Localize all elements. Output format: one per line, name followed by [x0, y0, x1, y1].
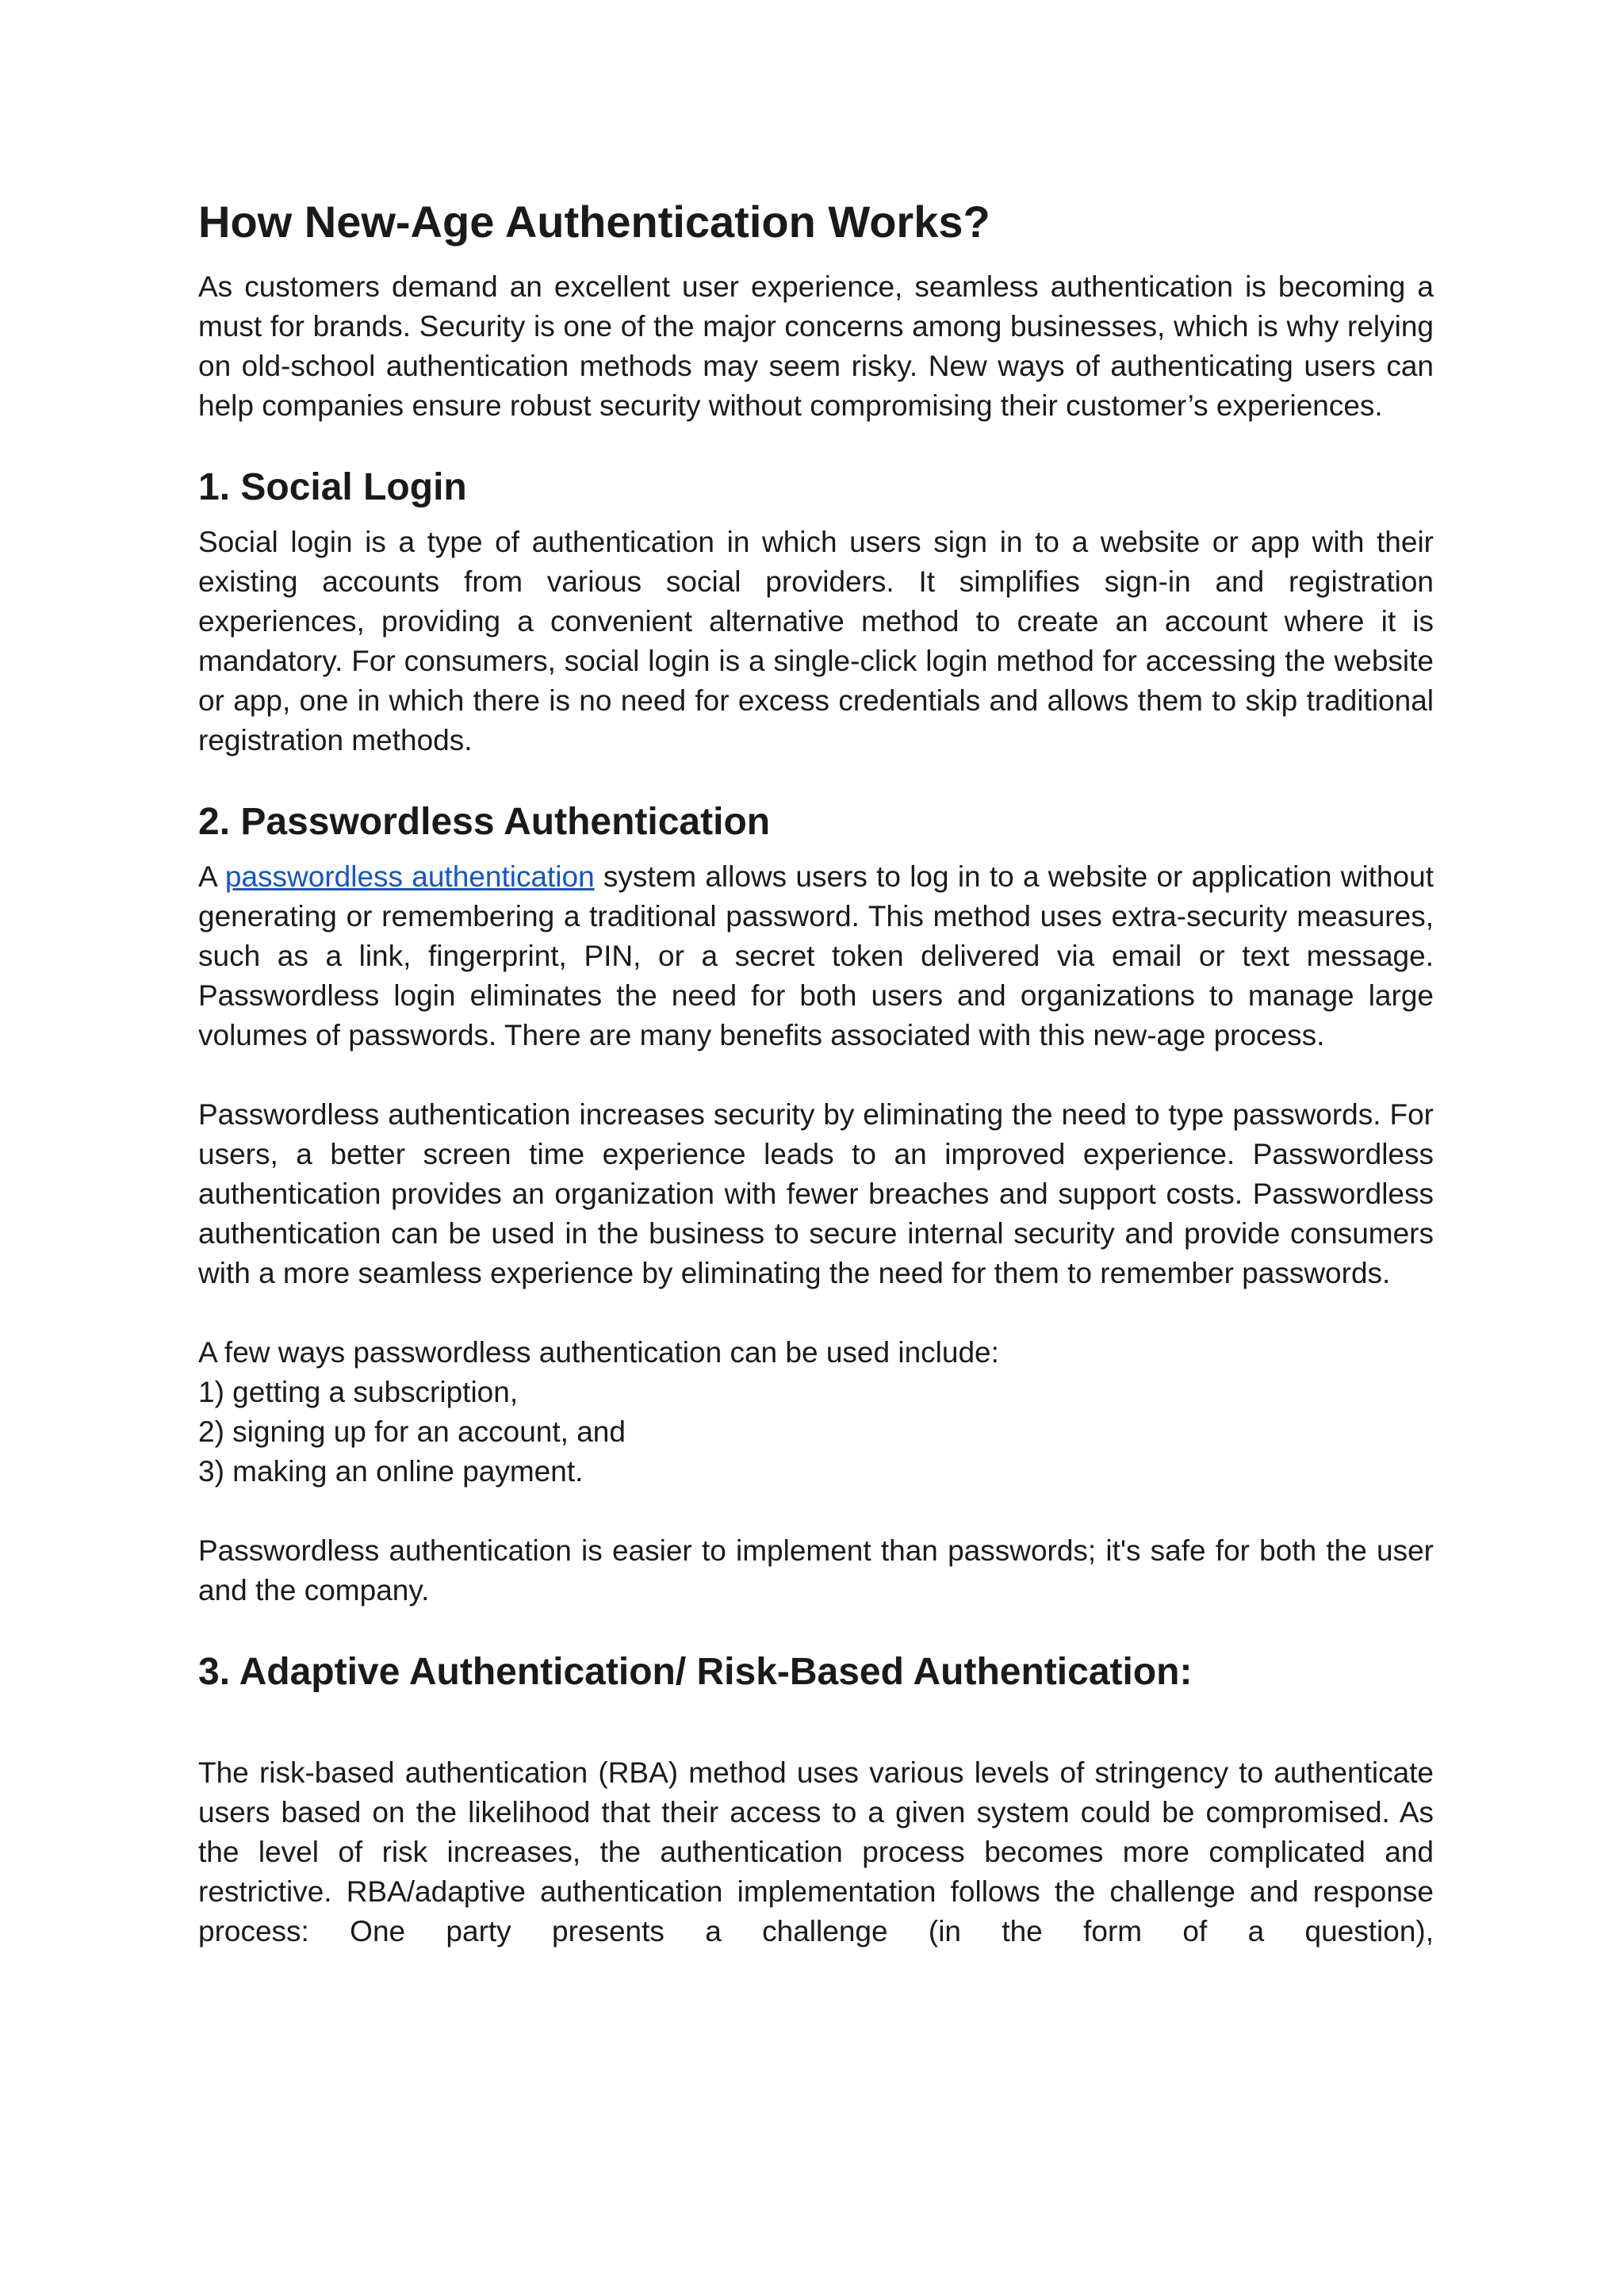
page-title: How New-Age Authentication Works? [198, 197, 990, 247]
passwordless-paragraph-1 [198, 857, 1434, 1055]
section-heading-adaptive: 3. Adaptive Authentication/ Risk-Based Authentication: [198, 1651, 1193, 1693]
list-item: 1) getting a subscription, [198, 1376, 519, 1408]
document-page [198, 194, 1434, 1951]
passwordless-p1-suffix: system allows users to log in to a website or application without generating or remembering a traditional password. This method uses extra-security measures, such as a link, fingerprint, PIN, or a secret token delivered via email or text message. Passwordless login eliminates the need for both users and organizations to manage large volumes of passwords. There are many benefits associated with this new-age process. [198, 860, 1434, 1051]
section-heading-passwordless: 2. Passwordless Authentication [198, 801, 771, 843]
list-item: 2) signing up for an account, and [198, 1415, 626, 1448]
intro-paragraph: As customers demand an excellent user experience, seamless authentication is becoming a must for brands. Security is one of the major concerns among businesses, which is why relying on old-school authentication methods may seem risky. New ways of authenticating users can help companies ensure robust security without compromising their customer’s experiences. [198, 270, 1434, 422]
passwordless-p1-prefix: A [198, 860, 225, 893]
passwordless-paragraph-3: Passwordless authentication is easier to implement than passwords; it's safe for both the user and the company. [198, 1534, 1434, 1607]
passwordless-authentication-link[interactable]: passwordless authentication [224, 860, 595, 893]
social-login-paragraph: Social login is a type of authentication in which users sign in to a website or app with their existing accounts from various social providers. It simplifies sign-in and registration experiences, providing a convenient alternative method to create an account where it is mandatory. For consumers, social login is a single-click login method for accessing the website or app, one in which there is no need for excess credentials and allows them to skip traditional registration methods. [198, 526, 1434, 756]
adaptive-paragraph: The risk-based authentication (RBA) method uses various levels of stringency to authenticate users based on the likelihood that their access to a given system could be compromised. As the level of risk increases, the authentication process becomes more complicated and restrictive. RBA/adaptive authentication implementation follows the challenge and response process: One party presents a challenge (in the form of a question), [198, 1756, 1434, 1947]
passwordless-paragraph-2: Passwordless authentication increases security by eliminating the need to type passwords. For users, a better screen time experience leads to an improved experience. Passwordless authentication provides an organization with fewer breaches and support costs. Passwordless authentication can be used in the business to secure internal security and provide consumers with a more seamless experience by eliminating the need for them to remember passwords. [198, 1098, 1434, 1289]
passwordless-list-intro: A few ways passwordless authentication can be used include: [198, 1336, 999, 1369]
section-heading-social-login: 1. Social Login [198, 466, 467, 508]
list-item: 3) making an online payment. [198, 1455, 584, 1488]
